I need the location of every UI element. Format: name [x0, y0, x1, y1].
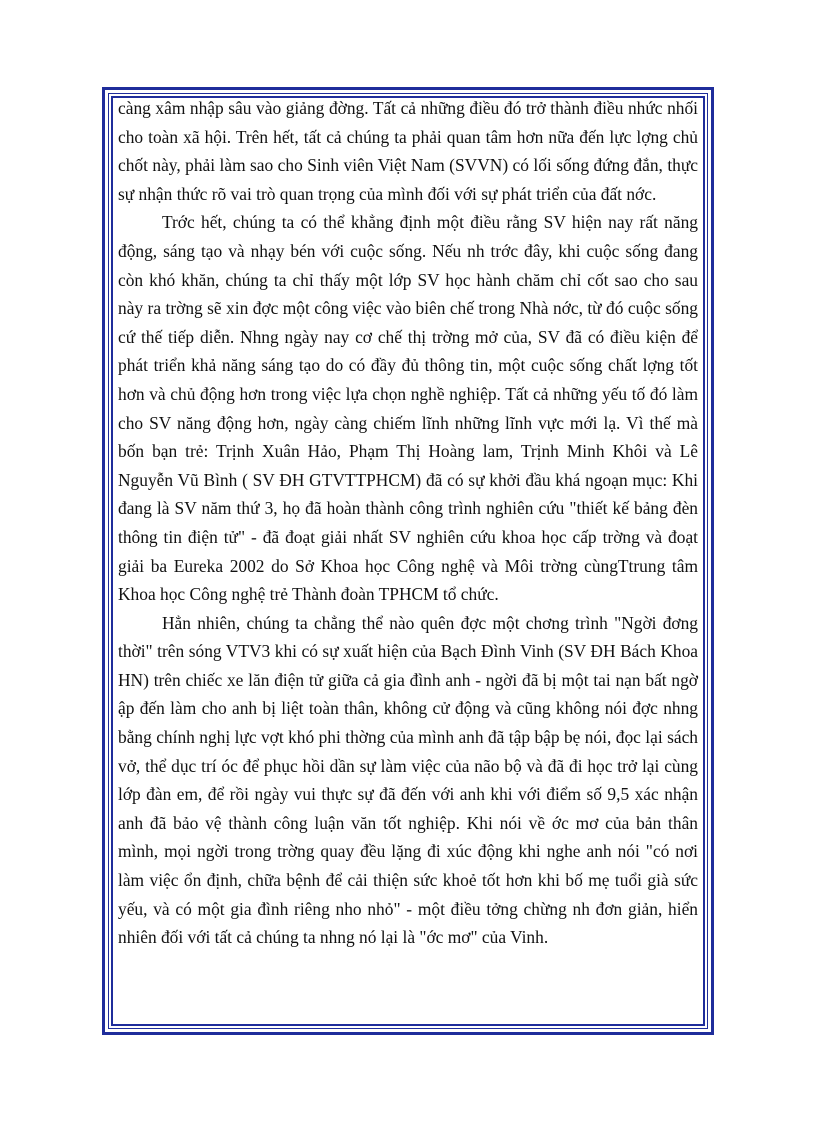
document-body: [118, 94, 698, 952]
paragraph-bach-dinh-vinh: Hẳn nhiên, chúng ta chẳng thể nào quên đợc một chơng trình "Ngời đơng thời" trên sóng VTV3 khi có sự xuất hiện của Bạch Đình Vinh (SV ĐH Bách Khoa HN) trên chiếc xe lăn điện tử giữa cả gia đình anh - ngời đã bị một tai nạn bất ngờ ập đến làm cho anh bị liệt toàn thân, không cử động và cũng không nói đợc nhng bằng chính nghị lực vợt khó phi thờng của mình anh đã tập bập bẹ nói, đọc lại sách vở, thể dục trí óc để phục hồi dần sự làm việc của não bộ và đã đi học trở lại cùng lớp đàn em, để rồi ngày vui thực sự đã đến với anh khi với điểm số 9,5 xác nhận anh đã bảo vệ thành công luận văn tốt nghiệp. Khi nói về ớc mơ của bản thân mình, mọi ngời trong trờng quay đều lặng đi xúc động khi nghe anh nói "có nơi làm việc ổn định, chữa bệnh để cải thiện sức khoẻ tốt hơn khi bố mẹ tuổi già sức yếu, và có một gia đình riêng nho nhỏ" - một điều tởng chừng nh đơn giản, hiển nhiên đối với tất cả chúng ta nhng nó lại là "ớc mơ" của Vinh.: [118, 612, 698, 948]
paragraph-student-dynamism: Trớc hết, chúng ta có thể khẳng định một điều rằng SV hiện nay rất năng động, sáng tạo và nhạy bén với cuộc sống. Nếu nh trớc đây, khi cuộc sống đang còn khó khăn, chúng ta chỉ thấy một lớp SV học hành chăm chỉ cốt sao cho sau này ra trờng sẽ xin đợc một công việc vào biên chế trong Nhà nớc, từ đó cuộc sống cứ thế tiếp diễn. Nhng ngày nay cơ chế thị trờng mở của, SV đã có điều kiện để phát triển khả năng sáng tạo do có đầy đủ thông tin, một cuộc sống chất lợng tốt hơn và chủ động hơn trong việc lựa chọn nghề nghiệp. Tất cả những yếu tố đó làm cho SV năng động hơn, ngày càng chiếm lĩnh những lĩnh vực mới lạ. Vì thế mà bốn bạn trẻ: Trịnh Xuân Hảo, Phạm Thị Hoàng lam, Trịnh Minh Khôi và Lê Nguyễn Vũ Bình ( SV ĐH GTVTTPHCM) đã có sự khởi đầu khá ngoạn mục: Khi đang là SV năm thứ 3, họ đã hoàn thành công trình nghiên cứu "thiết kế bảng đèn thông tin điện tử" - đã đoạt giải nhất SV nghiên cứu khoa học cấp trờng và đoạt giải ba Eureka 2002 do Sở Khoa học Công nghệ và Môi trờng cùngTtrung tâm Khoa học Công nghệ trẻ Thành đoàn TPHCM tổ chức.: [118, 212, 698, 605]
paragraph-continuation: càng xâm nhập sâu vào giảng đờng. Tất cả những điều đó trở thành điều nhức nhối cho toàn xã hội. Trên hết, tất cả chúng ta phải quan tâm hơn nữa đến lực lợng chủ chốt này, phải làm sao cho Sinh viên Việt Nam (SVVN) có lối sống đứng đắn, thực sự nhận thức rõ vai trò quan trọng của mình đối với sự phát triển của đất nớc.: [118, 98, 698, 204]
